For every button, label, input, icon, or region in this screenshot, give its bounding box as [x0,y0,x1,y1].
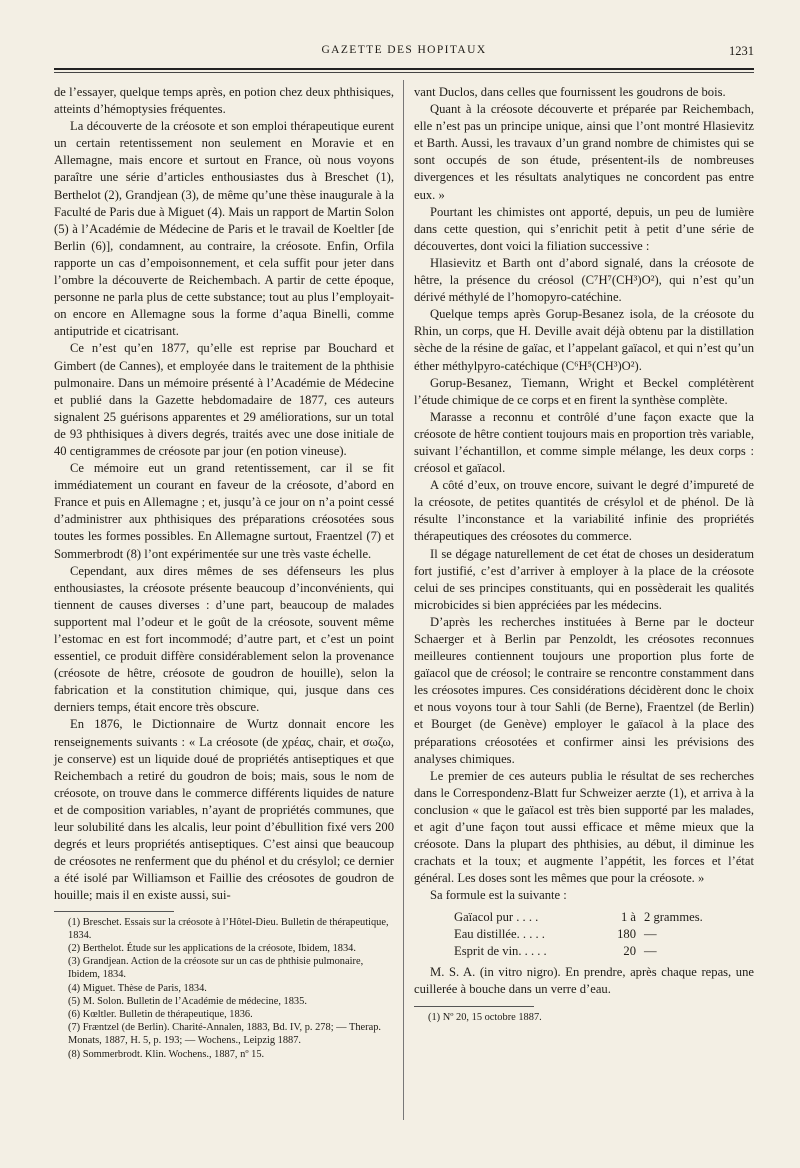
paragraph: Quelque temps après Gorup-Besanez isola, de la créosote du Rhin, un corps, que H. Deville avait déjà obtenu par la distillation sèche de la résine de gaïac, et l’appelant gaïacol, et qui n’est qu’un éther méthylpyro-catéchique (C⁶H⁵(CH³)O²). [414,307,754,373]
paragraph: A côté d’eux, on trouve encore, suivant le degré d’impureté de la créosote, de petites quantités de crésylol et de phénol. De là résulte l’inconstance et la variabilité infinie des propriétés thérapeutiques des créosotes du commerce. [414,478,754,544]
left-column [54,84,394,1061]
footnote: (5) M. Solon. Bulletin de l’Académie de médecine, 1835. [68,995,307,1007]
paragraph: D’après les recherches instituées à Berne par le docteur Schaerger et à Berlin par Penzoldt, les créosotes reconnues meilleures contiennent toujours une proportion plus forte de gaïacol que de créosol; le contraire se rencontre constamment dans les créosotes impures. Ces considérations décidèrent donc le choix et nous voyons tour à tour Sahli (de Berne), Fraentzel (de Berlin) et Bourget (de Genève) employer le gaïacol à la place des préparations créosotées et confirmer ainsi les prévisions des analyses chimiques. [414,614,754,766]
formula-ingredient: Eau distillée. . . . . [454,926,545,941]
formula-row [454,909,754,926]
paragraph: Ce n’est qu’en 1877, qu’elle est reprise par Bouchard et Gimbert (de Cannes), et employée dans le traitement de la phthisie pulmonaire. Dans un mémoire présenté à l’Académie de Médecine et publié dans la Gazette hebdomadaire de 1877, ces auteurs signalent 25 guérisons apparentes et 29 améliorations, sur un total de 93 phthisiques à divers degrés, traités avec une dose initiale de 40 centigrammes de créosote par jour (en potion vineuse). [54,341,394,458]
footnote: (6) Kœltler. Bulletin de thérapeutique, 1836. [68,1008,253,1020]
footnote: (1) Breschet. Essais sur la créosote à l’Hôtel-Dieu. Bulletin de thérapeutique, 1834. [68,916,389,941]
footnote: (8) Sommerbrodt. Klin. Wochens., 1887, nº 15. [68,1048,265,1060]
footnote: (7) Fræntzel (de Berlin). Charité-Annalen, 1883, Bd. IV, p. 278; — Therap. Monats, 1887, H. 5, p. 193; — Wochens., Leipzig 1887. [68,1022,382,1047]
formula-row [454,926,754,943]
footnote: (4) Miguet. Thèse de Paris, 1834. [68,982,207,994]
page-header [54,44,754,62]
footnote: (2) Berthelot. Étude sur les applications de la créosote, Ibidem, 1834. [68,942,356,954]
header-rule-thin [54,72,754,73]
page-number: 1231 [729,44,754,58]
formula-row [454,943,754,960]
footnote-rule [54,911,174,912]
paragraph: Marasse a reconnu et contrôlé d’une façon exacte que la créosote de hêtre contient toujours mais en proportion très variable, suivant l’échantillon, et comme simple mélange, les deux corps : créosol et gaïacol. [414,409,754,476]
paragraph: Le premier de ces auteurs publia le résultat de ses recherches dans le Correspondenz-Blatt fur Schweizer aerzte (1), et arriva à la conclusion « que le gaïacol est très bien supporté par les malades, et agit d’une façon tout aussi efficace et même mieux que la créosote. Dans la plupart des phthisies, au début, il diminue les crachats et la toux; et augmente l’appétit, les forces et l’état général. Les doses sont les mêmes que pour la créosote. » [414,768,754,886]
formula-quantity: 20 [623,943,636,958]
formula-ingredient: Gaïacol pur . . . . [454,909,539,924]
paragraph: La découverte de la créosote et son emploi thérapeutique eurent un certain retentissement non seulement en Moravie et en Allemagne, mais encore et surtout en France, où nous voyons paraître une série d’articles enthousiastes dus à Breschet (1), Berthelot (2), Grandjean (3), de même qu’une thèse inaugurale à la Faculté de Paris due à Miguet (4). Mais un rapport de Martin Solon (5) à l’Académie de Médecine de Paris et le travail de Koeltler [de Berlin (6)], condamnent, au contraire, la créosote. Enfin, Orfila rapporte un cas d’empoisonnement, et cela suffit pour jeter dans l’ombre la découverte de Reichembach. A partir de cette époque, personne ne parla plus de cette substance; tout au plus l’employait-on encore en Allemagne sous la forme d’aqua Binelli, comme antiputride et cicatrisant. [54,119,394,339]
formula-ingredient: Esprit de vin. . . . . [454,943,547,958]
paragraph: En 1876, le Dictionnaire de Wurtz donnait encore les renseignements suivants : « La créosote (de χρέας, chair, et σωζω, je conserve) est un liquide doué de propriétés antiseptiques et que Reichembach a retiré du goudron de bois; mais, sous le nom de créosote, on trouve dans le commerce différents liquides de nature et de composition variables, n’ayant de propriétés communes, que leur solubilité dans les alcalis, leur point d’ébullition fixé vers 200 degrés et leurs propriétés antiseptiques. C’est ainsi que beaucoup de créosotes ne renferment que du phénol et du crésylol; ce dernier a été isolé par Williamson et Faillie des créosotes de goudron de houille; mais il en existe aussi, sui- [54,717,394,903]
right-column [414,84,754,1024]
paragraph: vant Duclos, dans celles que fournissent les goudrons de bois. [414,85,726,99]
paragraph: de l’essayer, quelque temps après, en potion chez deux phthisiques, atteints d’hémoptysies fréquentes. [54,85,394,117]
formula-quantity: 1 à [620,909,636,924]
paragraph: Cependant, aux dires mêmes de ses défenseurs les plus enthousiastes, la créosote présente beaucoup d’inconvénients, qui tiennent de causes diverses : d’une part, beaucoup de malades supportent mal l’odeur et le goût de la créosote, souvent même l’estomac en est fort incommodé; d’autre part, et c’est un point essentiel, ce produit diffère considérablement selon la provenance (créosote de hêtre, créosote de goudron de houille), selon la fabrication et la constitution chimique, qui, jusque dans ces derniers temps, était encore très obscure. [54,563,394,715]
footnotes-left [54,916,394,1061]
footnote: (3) Grandjean. Action de la créosote sur un cas de phthisie pulmonaire, Ibidem, 1834. [68,956,364,981]
footnote: (1) Nº 20, 15 octobre 1887. [428,1011,542,1023]
running-head: GAZETTE DES HOPITAUX [321,44,487,56]
paragraph: Pourtant les chimistes ont apporté, depuis, un peu de lumière dans cette question, qui s’enrichit petit à petit d’une série de découvertes, dont voici la filiation successive : [414,204,754,253]
formula-unit: — [644,943,657,958]
footnotes-right [414,1011,754,1024]
formula-unit: 2 grammes. [644,909,703,924]
paragraph: Sa formule est la suivante : [430,888,567,903]
paragraph: Gorup-Besanez, Tiemann, Wright et Beckel complétèrent l’étude chimique de ce corps et en firent la synthèse complète. [414,375,754,407]
header-rule [54,68,754,70]
formula-unit: — [644,926,657,941]
paragraph: M. S. A. (in vitro nigro). En prendre, après chaque repas, une cuillerée à bouche dans un verre d’eau. [414,964,754,996]
formula-quantity: 180 [617,926,636,941]
footnote-rule [414,1006,534,1007]
prescription-formula [454,909,754,960]
paragraph: Hlasievitz et Barth ont d’abord signalé, dans la créosote de hêtre, la présence du créosol (C⁷H⁷(CH³)O²), qui n’est qu’un dérivé méthylé de l’homopyro-catéchine. [414,255,754,305]
paragraph: Il se dégage naturellement de cet état de choses un desideratum fort justifié, c’est d’arriver à employer à la place de la créosote celui de ses principes constituants, qui en possèderait les qualités microbicides si bien appréciées par les médecins. [414,546,754,612]
column-divider [403,80,404,1120]
paragraph: Ce mémoire eut un grand retentissement, car il se fit immédiatement un courant en faveur de la créosote, d’abord en France et puis en Allemagne ; et, jusqu’à ce jour on n’a point cessé d’administrer aux phthisiques des préparations créosotées sous toutes les formes possibles. En Allemagne surtout, Fraentzel (7) et Sommerbrodt (8) l’ont expérimentée sur une très vaste échelle. [54,461,394,561]
paragraph: Quant à la créosote découverte et préparée par Reichembach, elle n’est pas un principe unique, ainsi que l’ont montré Hlasievitz et Barth. Aussi, les travaux d’un grand nombre de chimistes qui se sont occupés de son étude, présentent-ils de nombreuses divergences et les résultats analytiques ne concordent pas entre eux. » [414,102,754,202]
